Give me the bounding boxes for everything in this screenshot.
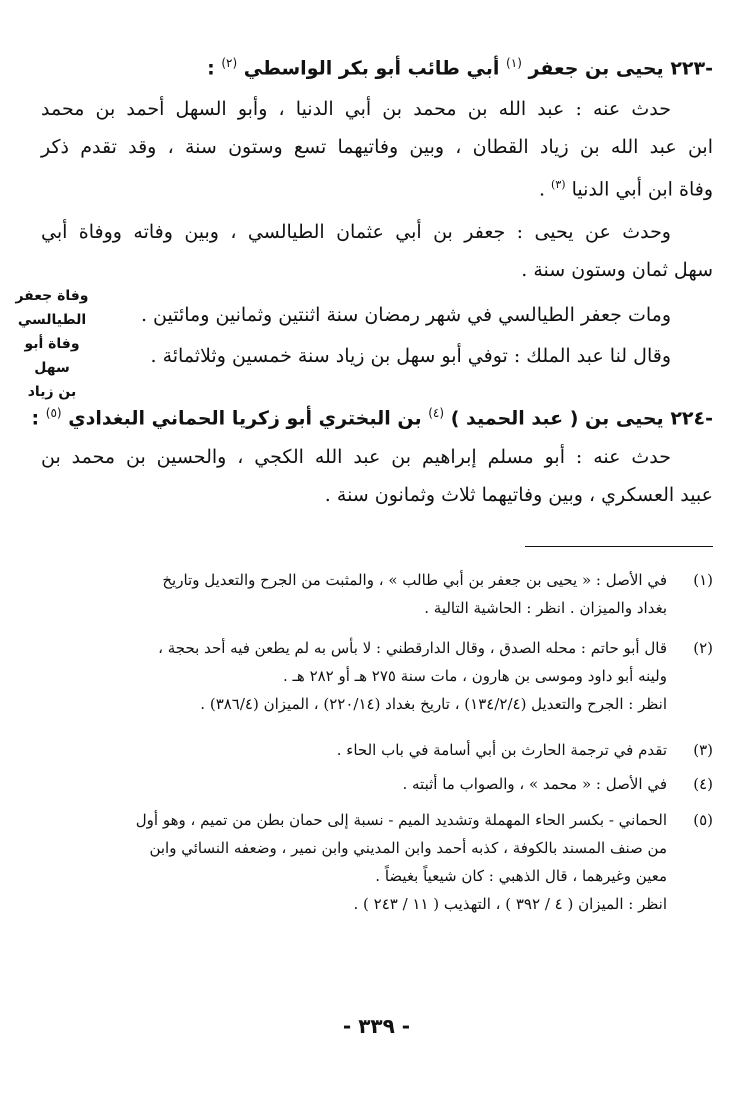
text-line: عبيد العسكري ، وبين وفاتيهما ثلاث وثمانون سنة . [324, 484, 713, 506]
entry-223-paragraph [41, 213, 713, 289]
heading-colon: : [207, 57, 215, 80]
footnote-line: معين وغيرهما ، قال الذهبي : كان شيعياً بغيضاً . [375, 867, 667, 885]
entry-223-paragraph [41, 337, 713, 375]
footnote-line: تقدم في ترجمة الحارث بن أبي أسامة في باب الحاء . [336, 741, 667, 759]
text-fragment: . [538, 178, 545, 201]
footnote-line: قال أبو حاتم : محله الصدق ، وقال الدارقطني : لا بأس به لم يطعن فيه أحد بحجة ، [158, 639, 667, 657]
footnote [41, 566, 713, 622]
text-line [41, 166, 713, 208]
entry-number: -٢٢٤ [670, 407, 713, 430]
entry-224-paragraph [41, 438, 713, 514]
text-fragment: وفاة ابن أبي الدنيا [571, 178, 713, 201]
entry-223-paragraph [41, 90, 713, 208]
footnote-line: في الأصل : « محمد » ، والصواب ما أثبته . [402, 775, 667, 793]
footnote-line: في الأصل : « يحيى بن جعفر بن أبي طالب » ، والمثبت من الجرح والتعديل وتاريخ [162, 571, 667, 589]
margin-note-line: الطيالسي [17, 312, 87, 328]
entry-number: -٢٢٣ [670, 57, 713, 80]
margin-note [6, 284, 98, 404]
text-line: حدث عنه : أبو مسلم إبراهيم بن عبد الله الكجي ، والحسين بن محمد بن [41, 446, 671, 468]
footnote-ref: (٢) [221, 56, 238, 70]
footnote-ref: (٤) [428, 406, 445, 420]
text-line: وحدث عن يحيى : جعفر بن أبي عثمان الطيالسي ، وبين وفاته ووفاة أبي [41, 221, 671, 243]
footnote-number: (١) [693, 571, 713, 589]
entry-224-heading [31, 398, 713, 433]
heading-colon: : [31, 407, 40, 430]
footnote-number: (٤) [693, 775, 713, 793]
text-line: حدث عنه : عبد الله بن محمد بن أبي الدنيا ، وأبو السهل أحمد بن محمد [41, 98, 671, 120]
footnote [41, 634, 713, 718]
footnote-line: من صنف المسند بالكوفة ، كذبه أحمد وابن المديني وابن نمير ، وضعفه النسائي وابن [149, 839, 667, 857]
footnote-ref: (٣) [551, 178, 566, 191]
footnote-line: ولينه أبو داود وموسى بن هارون ، مات سنة ٢٧٥ هـ أو ٢٨٢ هـ . [282, 667, 667, 685]
entry-223-heading [43, 48, 713, 83]
footnote [41, 770, 713, 798]
text-line: وقال لنا عبد الملك : توفي أبو سهل بن زياد سنة خمسين وثلاثمائة . [150, 345, 671, 367]
text-line: ابن عبد الله بن زياد القطان ، وبين وفاتيهما تسع وستون سنة ، وقد تقدم ذكر [41, 136, 713, 158]
text-line: ومات جعفر الطيالسي في شهر رمضان سنة اثنتين وثمانين ومائتين . [140, 304, 671, 326]
margin-note-line: وفاة أبو سهل [24, 336, 80, 376]
footnote [41, 806, 713, 918]
entry-name-rest: أبي طائب أبو بكر الواسطي [243, 57, 500, 80]
entry-name: يحيى بن جعفر [528, 57, 664, 80]
footnote-ref: (١) [506, 56, 522, 70]
footnote-line: انظر : الميزان ( ٤ / ٣٩٢ ) ، التهذيب ( ١١ / ٢٤٣ ) . [353, 895, 667, 913]
margin-note-line: بن زياد [27, 384, 77, 400]
footnote [41, 736, 713, 764]
footnote-number: (٥) [693, 811, 713, 829]
footnote-line: بغداد والميزان . انظر : الحاشية التالية . [424, 599, 667, 617]
footnote-number: (٢) [693, 639, 713, 657]
text-line: سهل ثمان وستون سنة . [521, 259, 713, 281]
footnote-number: (٣) [693, 741, 713, 759]
entry-name-rest: بن البختري أبو زكريا الحماني البغدادي [68, 407, 422, 430]
page-number: - ٣٣٩ - [342, 1014, 411, 1038]
footnote-ref: (٥) [45, 406, 62, 420]
footnote-line: الحماني - بكسر الحاء المهملة وتشديد الميم - نسبة إلى حمان بطن من تميم ، وهو أول [135, 811, 667, 829]
footnote-separator [525, 546, 713, 547]
entry-name: يحيى بن ( عبد الحميد ) [450, 407, 664, 430]
entry-223-paragraph [41, 296, 713, 334]
footnote-line: انظر : الجرح والتعديل (١٣٤/٢/٤) ، تاريخ بغداد (٢٢٠/١٤) ، الميزان (٣٨٦/٤) . [200, 695, 667, 713]
margin-note-line: وفاة جعفر [15, 288, 89, 304]
